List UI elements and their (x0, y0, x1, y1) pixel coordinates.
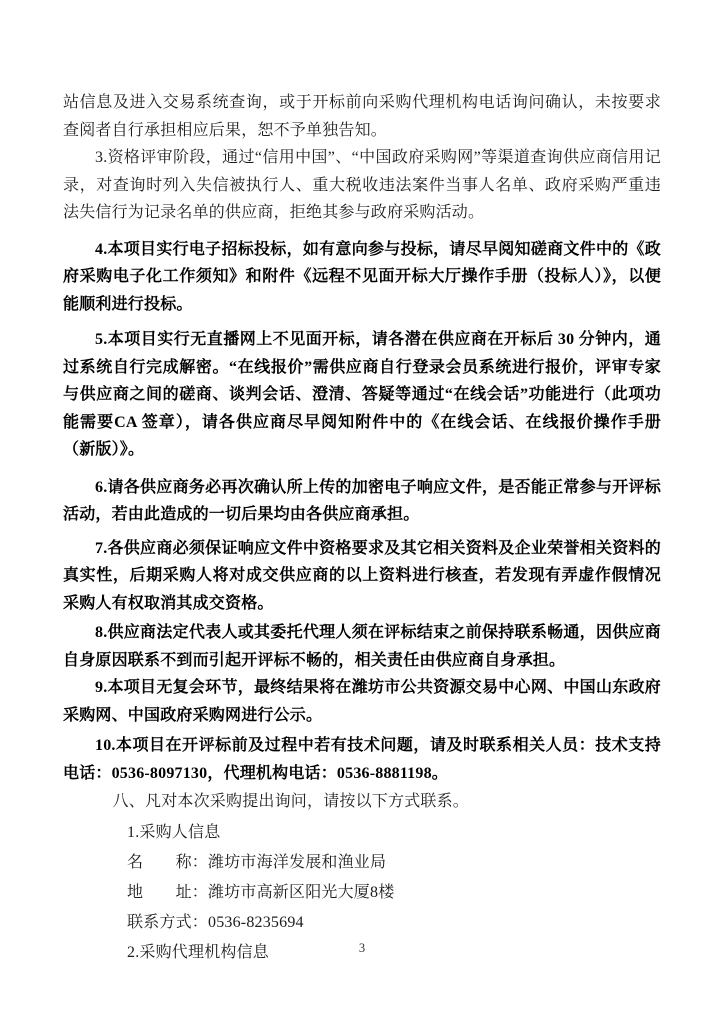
inquiry-section-heading: 八、凡对本次采购提出询问，请按以下方式联系。 (112, 793, 469, 810)
paragraph-item-10: 10.本项目在开评标前及过程中若有技术问题，请及时联系相关人员：技术支持电话：0536-8097130，代理机构电话：0536-8881198。 (63, 737, 661, 782)
paragraph-item-6: 6.请各供应商务必再次确认所上传的加密电子响应文件，是否能正常参与开评标活动，若由此造成的一切后果均由各供应商承担。 (63, 478, 661, 523)
purchaser-info-heading: 1.采购人信息 (127, 823, 221, 841)
document-body (63, 89, 661, 968)
purchaser-name-line: 名 称：潍坊市海洋发展和渔业局 (127, 853, 387, 871)
paragraph-item-4: 4.本项目实行电子招标投标，如有意向参与投标，请尽早阅知磋商文件中的《政府采购电子化工作须知》和附件《远程不见面开标大厅操作手册（投标人）》，以便能顺利进行投标。 (63, 240, 661, 313)
paragraph-item-3: 3.资格评审阶段，通过“信用中国”、“中国政府采购网”等渠道查询供应商信用记录，对查询时列入失信被执行人、重大税收违法案件当事人名单、政府采购严重违法失信行为记录名单的供应商，拒绝其参与政府采购活动。 (63, 149, 661, 221)
paragraph-item-9: 9.本项目无复会环节，最终结果将在潍坊市公共资源交易中心网、中国山东政府采购网、中国政府采购网进行公示。 (63, 679, 661, 724)
paragraph-item-5: 5.本项目实行无直播网上不见面开标，请各潜在供应商在开标后 30 分钟内，通过系统自行完成解密。“在线报价”需供应商自行登录会员系统进行报价，评审专家与供应商之间的磋商、谈判会话、澄清、答疑等通过“在线会话”功能进行（此项功能需要CA 签章），请各供应商尽早阅知附件中的《在线会话、在线报价操作手册（新版）》。 (63, 331, 661, 458)
agency-info-heading: 2.采购代理机构信息 (127, 943, 270, 961)
paragraph-continuation: 站信息及进入交易系统查询，或于开标前向采购代理机构电话询问确认，未按要求查阅者自行承担相应后果，恕不予单独告知。 (63, 94, 661, 139)
page-number: 3 (358, 941, 366, 955)
paragraph-item-8: 8.供应商法定代表人或其委托代理人须在评标结束之前保持联系畅通，因供应商自身原因联系不到而引起开评标不畅的，相关责任由供应商自身承担。 (63, 624, 661, 669)
purchaser-address-line: 地 址：潍坊市高新区阳光大厦8楼 (127, 883, 395, 901)
paragraph-item-7: 7.各供应商必须保证响应文件中资格要求及其它相关资料及企业荣誉相关资料的真实性，后期采购人将对成交供应商的以上资料进行核查，若发现有弄虚作假情况采购人有权取消其成交资格。 (63, 539, 661, 612)
purchaser-phone-line: 联系方式：0536-8235694 (127, 913, 304, 931)
